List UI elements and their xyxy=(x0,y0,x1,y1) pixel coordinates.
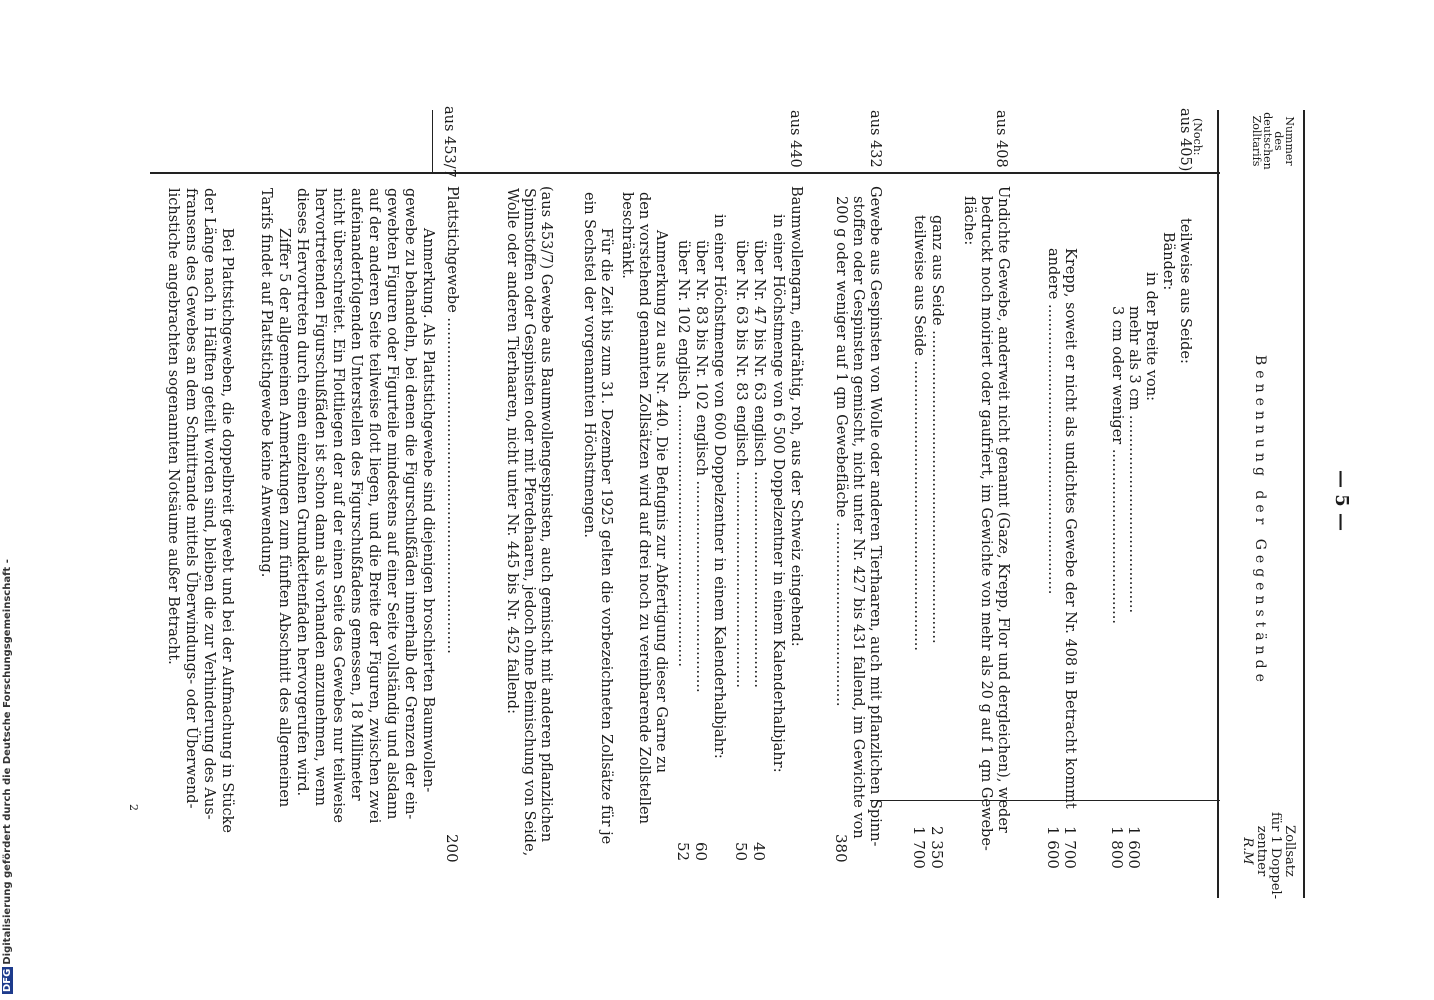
body-line: den vorstehend genannten Zollsätzen wird auf drei noch zu vereinbarende Zollstellen xyxy=(636,192,652,824)
header-rate-column: Zollsatz für 1 Doppel- zentner R.M xyxy=(1240,812,1297,900)
rate-value: 380 xyxy=(832,834,850,863)
rate-value: 52 xyxy=(674,842,692,862)
body-line: Anmerkung zu aus Nr. 440. Die Befugnis zur Abfertigung dieser Garne zu xyxy=(653,230,669,774)
tariff-number: (Noch: xyxy=(1191,118,1204,156)
body-line: nicht überschreitet. Ein Flottliegen der auf der einen Seite des Gewebes nur teilweise xyxy=(330,188,346,823)
body-line: teilweise aus Seide: xyxy=(1177,218,1193,364)
body-line: teilweise aus Seide ............................................................... xyxy=(911,215,927,651)
rate-value: 1 700 xyxy=(910,826,928,869)
body-line: über Nr. 47 bis Nr. 63 englisch ............................................... xyxy=(751,240,767,688)
body-line: in einer Höchstmenge von 6 500 Doppelzentner in einem Kalenderhalbjahr: xyxy=(770,214,786,773)
dfg-logo: DFG xyxy=(2,968,13,992)
rate-column-rule xyxy=(870,800,1220,801)
body-line: Anmerkung. Als Plattstichgewebe sind diejenigen broschierten Baumwollen- xyxy=(420,228,436,793)
body-line: über Nr. 83 bis Nr. 102 englisch .............................................. xyxy=(693,240,709,693)
number-column-rule xyxy=(150,172,1220,174)
body-line: hervortretenden Figurschußfäden ist schon dann als vorhanden anzunehmen, wenn xyxy=(312,188,328,806)
body-line: Krepp, soweit er nicht als undichtes Gewebe der Nr. 408 in Betracht kommt xyxy=(1062,248,1078,809)
body-line: in einer Höchstmenge von 600 Doppelzentner in einem Kalenderhalbjahr: xyxy=(711,214,727,759)
body-line: fläche: xyxy=(961,196,977,246)
body-line: (aus 453/7) Gewebe aus Baumwollengespinsten, auch gemischt mit anderen pflanzlichen xyxy=(538,186,554,843)
rate-value: 60 xyxy=(692,842,710,862)
tariff-number: aus 405) xyxy=(1177,108,1193,172)
left-table-edge xyxy=(432,110,433,172)
margin-mark: 2 xyxy=(127,804,140,811)
rate-value: 40 xyxy=(750,842,768,862)
body-line: Bänder: xyxy=(1160,232,1176,291)
header-number-column: Nummer des deutschen Zolltarifs xyxy=(1250,112,1296,170)
body-line: ganz aus Seide .................................................................... xyxy=(929,215,945,644)
body-line: Undichte Gewebe, anderweit nicht genannt (Gaze, Krepp, Flor und dergleichen), weder xyxy=(995,186,1011,833)
body-line: dieses Hervortreten durch einen einzelnen Grundkettenfaden hervorgerufen wird. xyxy=(294,188,310,797)
body-line: Baumwollengarn, eindrähtig, roh, aus der Schweiz eingehend: xyxy=(788,186,804,647)
body-line: andere ............................................................... xyxy=(1045,248,1061,595)
header-designation: Benennung der Gegenstände xyxy=(1252,355,1268,687)
rate-value: 1 600 xyxy=(1044,826,1062,869)
body-line: Plattstichgewebe ......................................................................... xyxy=(444,186,460,654)
body-line: bedruckt noch moiriert oder gaufriert, im Gewichte von mehr als 20 g auf 1 qm Gewebe- xyxy=(978,196,994,851)
body-line: ein Sechstel der vorgenannten Höchstmengen. xyxy=(581,192,597,538)
body-line: beschränkt. xyxy=(619,192,635,279)
rate-value: 50 xyxy=(732,842,750,862)
body-line: Wolle oder anderen Tierhaaren, nicht unter Nr. 445 bis Nr. 452 fallend: xyxy=(504,188,520,714)
tariff-number: aus 408 xyxy=(993,110,1009,168)
rate-value: 1 600 xyxy=(1125,826,1143,869)
digitization-watermark xyxy=(2,559,13,994)
body-line: auf der anderen Seite teilweise flott liegen, und die Breite der Figuren, zwischen zwei xyxy=(366,188,382,824)
tariff-number: aus 453/7 xyxy=(441,106,457,178)
body-line: Für die Zeit bis zum 31. Dezember 1925 gelten die vorbezeichneten Zollsätze für je xyxy=(598,228,614,845)
body-line: lichstiche angebrachten sogenannten Notsäume außer Betracht. xyxy=(165,188,181,665)
rate-value: 200 xyxy=(443,834,461,863)
body-line: mehr als 3 cm ........................................... xyxy=(1126,306,1142,614)
tariff-number: aus 440 xyxy=(787,110,803,168)
body-line: Gewebe aus Gespinsten von Wolle oder anderen Tierhaaren, auch mit pflanzlichen Spinn- xyxy=(867,186,883,847)
body-line: Spinnstoffen oder Gespinsten oder mit Pferdehaaren, jedoch ohne Beimischung von Seide, xyxy=(521,188,537,857)
body-line: gewebe zu behandeln, bei denen die Figurschußfäden innerhalb der Grenzen der ein- xyxy=(402,188,418,820)
header-rule-top xyxy=(1303,110,1305,898)
body-line: über Nr. 102 englisch ......................................................... xyxy=(675,240,691,667)
body-line: Bei Plattstichgeweben, die doppelbreit gewebt und bei der Aufmachung in Stücke xyxy=(219,228,235,834)
watermark-text: Digitalisierung gefördert durch die Deutsche Forschungsgemeinschaft - xyxy=(2,559,13,965)
body-line: Tarifs findet auf Plattstichgewebe keine Anwendung. xyxy=(258,188,274,578)
body-line: Ziffer 5 der allgemeinen Anmerkungen zum fünften Abschnitt des allgemeinen xyxy=(276,228,292,808)
body-line: 3 cm oder weniger ...................................... xyxy=(1109,306,1125,624)
body-line: 200 g oder weniger auf 1 qm Gewebefläche ........................................ xyxy=(833,196,849,707)
body-line: aufeinanderfolgenden Unterstellen des Figurschußfadens gemessen, 18 Millimeter xyxy=(348,188,364,801)
tariff-number: aus 432 xyxy=(867,110,883,168)
page-number: — 5 — xyxy=(1331,470,1352,532)
rate-value: 1 700 xyxy=(1061,826,1079,869)
body-line: gewebten Figuren oder Figurteile mindestens auf einer Seite vollständig und alsdann xyxy=(384,188,400,820)
body-line: in der Breite von: xyxy=(1143,272,1159,401)
body-line: fransens des Gewebes an dem Schnittrande mittels Überwindungs- oder Überwend- xyxy=(183,188,199,809)
body-line: der Länge nach in Hälften geteilt worden sind, bleiben die zur Verhinderung des Aus- xyxy=(201,188,217,820)
body-line: stoffen oder Gespinsten gemischt, nicht unter Nr. 427 bis 431 fallend, im Gewichte von xyxy=(850,196,866,839)
rate-value: 2 350 xyxy=(928,826,946,869)
rate-value: 1 800 xyxy=(1108,826,1126,869)
header-rule-bottom xyxy=(1217,110,1219,898)
body-line: über Nr. 63 bis Nr. 83 englisch ............................................... xyxy=(733,240,749,688)
